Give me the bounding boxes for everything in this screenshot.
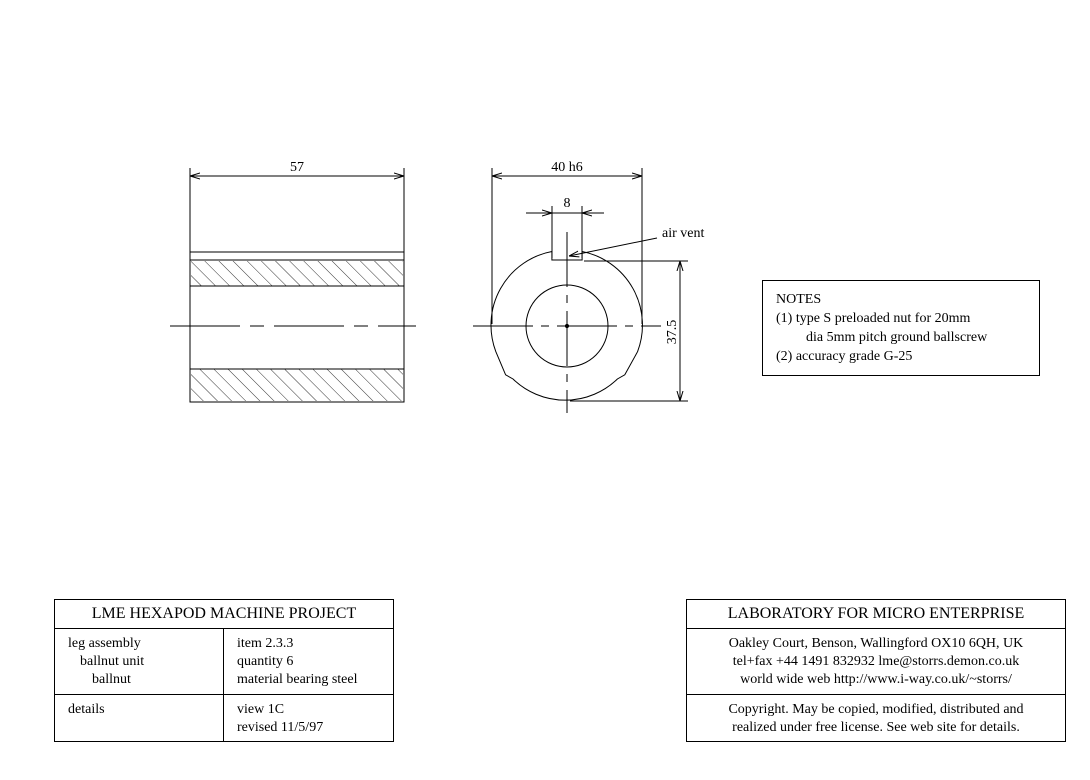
contact-line: tel+fax +44 1491 832932 lme@storrs.demon.co.uk	[732, 654, 1020, 669]
lab-title: LABORATORY FOR MICRO ENTERPRISE	[727, 605, 1025, 622]
assembly-line: leg assembly	[68, 636, 141, 651]
note-line: (2) accuracy grade G-25	[776, 349, 913, 364]
assembly-line: ballnut	[92, 672, 131, 687]
item-line: material bearing steel	[237, 672, 358, 687]
details-label: details	[68, 702, 105, 717]
item-line: item 2.3.3	[237, 636, 294, 651]
divider	[687, 694, 1065, 695]
assembly-line: ballnut unit	[80, 654, 145, 669]
copyright-line: realized under free license. See web site for details.	[732, 720, 1020, 735]
notes-box	[762, 280, 1040, 376]
lower-hatched-section	[191, 369, 403, 401]
diameter-dimension-text: 40 h6	[551, 160, 583, 175]
project-title: LME HEXAPOD MACHINE PROJECT	[91, 605, 357, 622]
address-line: Oakley Court, Benson, Wallingford OX10 6QH, UK	[728, 636, 1024, 651]
divider	[687, 628, 1065, 629]
notes-heading: NOTES	[776, 292, 822, 307]
website-line: world wide web http://www.i-way.co.uk/~storrs/	[740, 672, 1012, 687]
divider	[55, 694, 393, 695]
end-view	[473, 168, 688, 413]
length-dimension-text: 57	[290, 160, 304, 175]
copyright-line: Copyright. May be copied, modified, distributed and	[728, 702, 1024, 717]
lab-block	[686, 599, 1066, 742]
item-line: quantity 6	[237, 654, 294, 669]
note-line: dia 5mm pitch ground ballscrew	[806, 330, 988, 345]
divider	[223, 628, 224, 741]
view-line: view 1C	[237, 702, 285, 717]
note-line: (1) type S preloaded nut for 20mm	[776, 311, 971, 326]
height-dimension-text: 37.5	[665, 319, 680, 345]
divider	[55, 628, 393, 629]
keyway-dimension-text: 8	[563, 196, 571, 211]
view-line: revised 11/5/97	[237, 720, 324, 735]
title-block	[54, 599, 394, 742]
air-vent-label: air vent	[662, 226, 705, 241]
side-section-view	[170, 168, 416, 402]
upper-hatched-section	[191, 261, 403, 286]
